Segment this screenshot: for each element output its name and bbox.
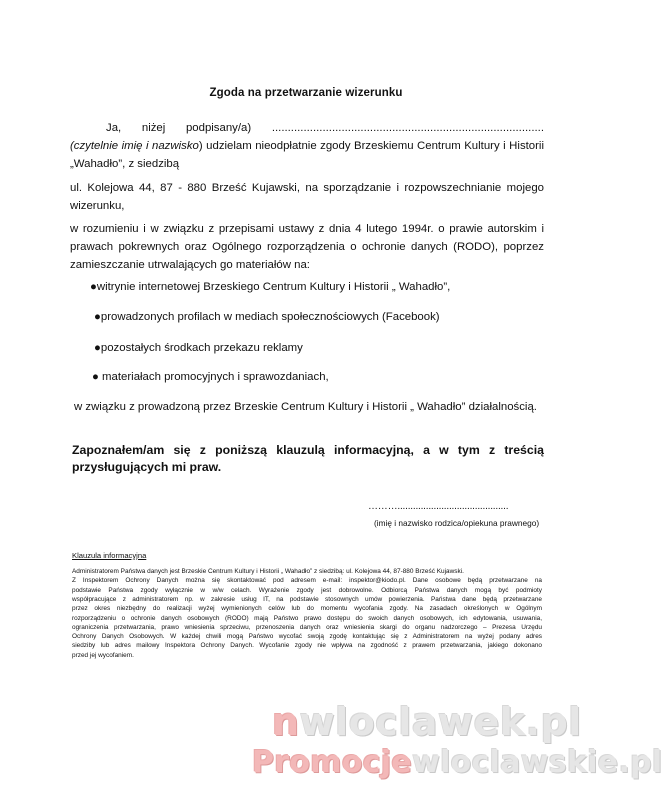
body-line-4: ul. Kolejowa 44, 87 - 880 Brześć Kujawski, na sporządzanie i rozpowszechnianie mojego bbox=[70, 182, 544, 194]
clause-line: rozporządzeniu o ochronie danych osobowych (RODO) mają Państwo prawo dostępu do swoich danych osobowych, ich edytowania, usuwania, bbox=[72, 614, 542, 622]
bullet-item: ●pozostałych środkach przekazu reklamy bbox=[94, 342, 303, 354]
clause-line: współpracujące z administratorem np. w zakresie usług IT, na podstawie stosownych umów powierzenia. Państwa dane będą przetwarzane bbox=[72, 595, 542, 603]
watermark-logo-top bbox=[272, 700, 582, 744]
clause-title: Klauzula informacyjna bbox=[72, 551, 147, 560]
signature-label: (imię i nazwisko rodzica/opiekuna prawnego) bbox=[374, 518, 540, 528]
clause-line: siedziby lub adres mailowy Inspektora Ochrony Danych. Wycofanie zgody nie wpływa na zgodność z prawem przetwarzania, jakiego dokonano bbox=[72, 642, 542, 650]
acknowledgement-line-2: przysługujących mi praw. bbox=[72, 460, 222, 474]
signature-line: ………........................................... bbox=[368, 501, 509, 512]
acknowledgement-line-1: Zapoznałem/am się z poniższą klauzulą informacyjną, a w tym z treścią bbox=[72, 443, 544, 457]
clause-line: podstawie Państwa zgody wyłącznie w w/w celach. Wyrażenie zgody jest dobrowolne. Odbiorcą Państwa danych mogą być podmioty bbox=[72, 586, 542, 594]
body-line-3: „Wahadło”, z siedzibą bbox=[70, 158, 180, 170]
watermark-top-rest: wloclawek.pl bbox=[299, 700, 582, 744]
watermark-bottom-rest: wloclawskie.pl bbox=[412, 745, 663, 780]
name-hint: (czytelnie imię i nazwisko bbox=[70, 140, 199, 152]
body-line-1: Ja, niżej podpisany/a) ...................................................................................... bbox=[106, 122, 544, 134]
bullet-item: ● materiałach promocyjnych i sprawozdaniach, bbox=[92, 371, 329, 383]
watermark-bottom-first: Promocje bbox=[252, 745, 413, 780]
body-line-5: wizerunku, bbox=[70, 200, 125, 212]
watermark-logo-bottom bbox=[252, 745, 663, 780]
body-line-2-rest: ) udzielam nieodpłatnie zgody Brzeskiemu Centrum Kultury i Historii bbox=[198, 140, 544, 152]
clause-line: przed jej wycofaniem. bbox=[72, 651, 134, 659]
after-bullets-line: w związku z prowadzoną przez Brzeskie Centrum Kultury i Historii „ Wahadło” działalnością. bbox=[74, 401, 537, 413]
clause-line: Z Inspektorem Ochrony Danych można się skontaktować pod adresem e-mail: inspektor@kiodo.pl. Dane osobowe będą przetwarzane na bbox=[72, 577, 542, 585]
clause-line: Administratorem Państwa danych jest Brzeskie Centrum Kultury i Historii „ Wahadło” z siedzibą: ul. Kolejowa 44, 87-880 Brześć Kujawski. bbox=[72, 568, 464, 575]
body-line-8: zamieszczanie utrwalających go materiałów na: bbox=[70, 259, 310, 271]
body-line-7: prawach pokrewnych oraz Ogólnego rozporządzenia o ochronie danych (RODO), poprzez bbox=[70, 241, 544, 253]
document-title: Zgoda na przetwarzanie wizerunku bbox=[209, 87, 403, 99]
body-line-6: w rozumieniu i w związku z przepisami ustawy z dnia 4 lutego 1994r. o prawie autorskim i bbox=[70, 223, 544, 235]
bullet-item: ●prowadzonych profilach w mediach społecznościowych (Facebook) bbox=[94, 311, 440, 323]
watermark-top-first: n bbox=[272, 700, 300, 744]
body-line-2 bbox=[70, 139, 544, 153]
clause-line: ograniczenia przetwarzania, prawo wniesienia sprzeciwu, przenoszenia danych oraz wniesienia skargi do organu nadzorczego – Prezesa Urzędu bbox=[72, 623, 542, 631]
bullet-item: ●witrynie internetowej Brzeskiego Centrum Kultury i Historii „ Wahadło”, bbox=[90, 281, 451, 293]
clause-line: Ochrony Danych Osobowych. W każdej chwili mogą Państwo wycofać swoją zgodę kontaktując się z Administratorem na wyżej podany adres bbox=[72, 633, 542, 641]
clause-line: przez okres niezbędny do realizacji wyżej wymienionych celów lub do momentu wycofania zgody. Na zasadach określonych w Ogólnym bbox=[72, 605, 542, 613]
